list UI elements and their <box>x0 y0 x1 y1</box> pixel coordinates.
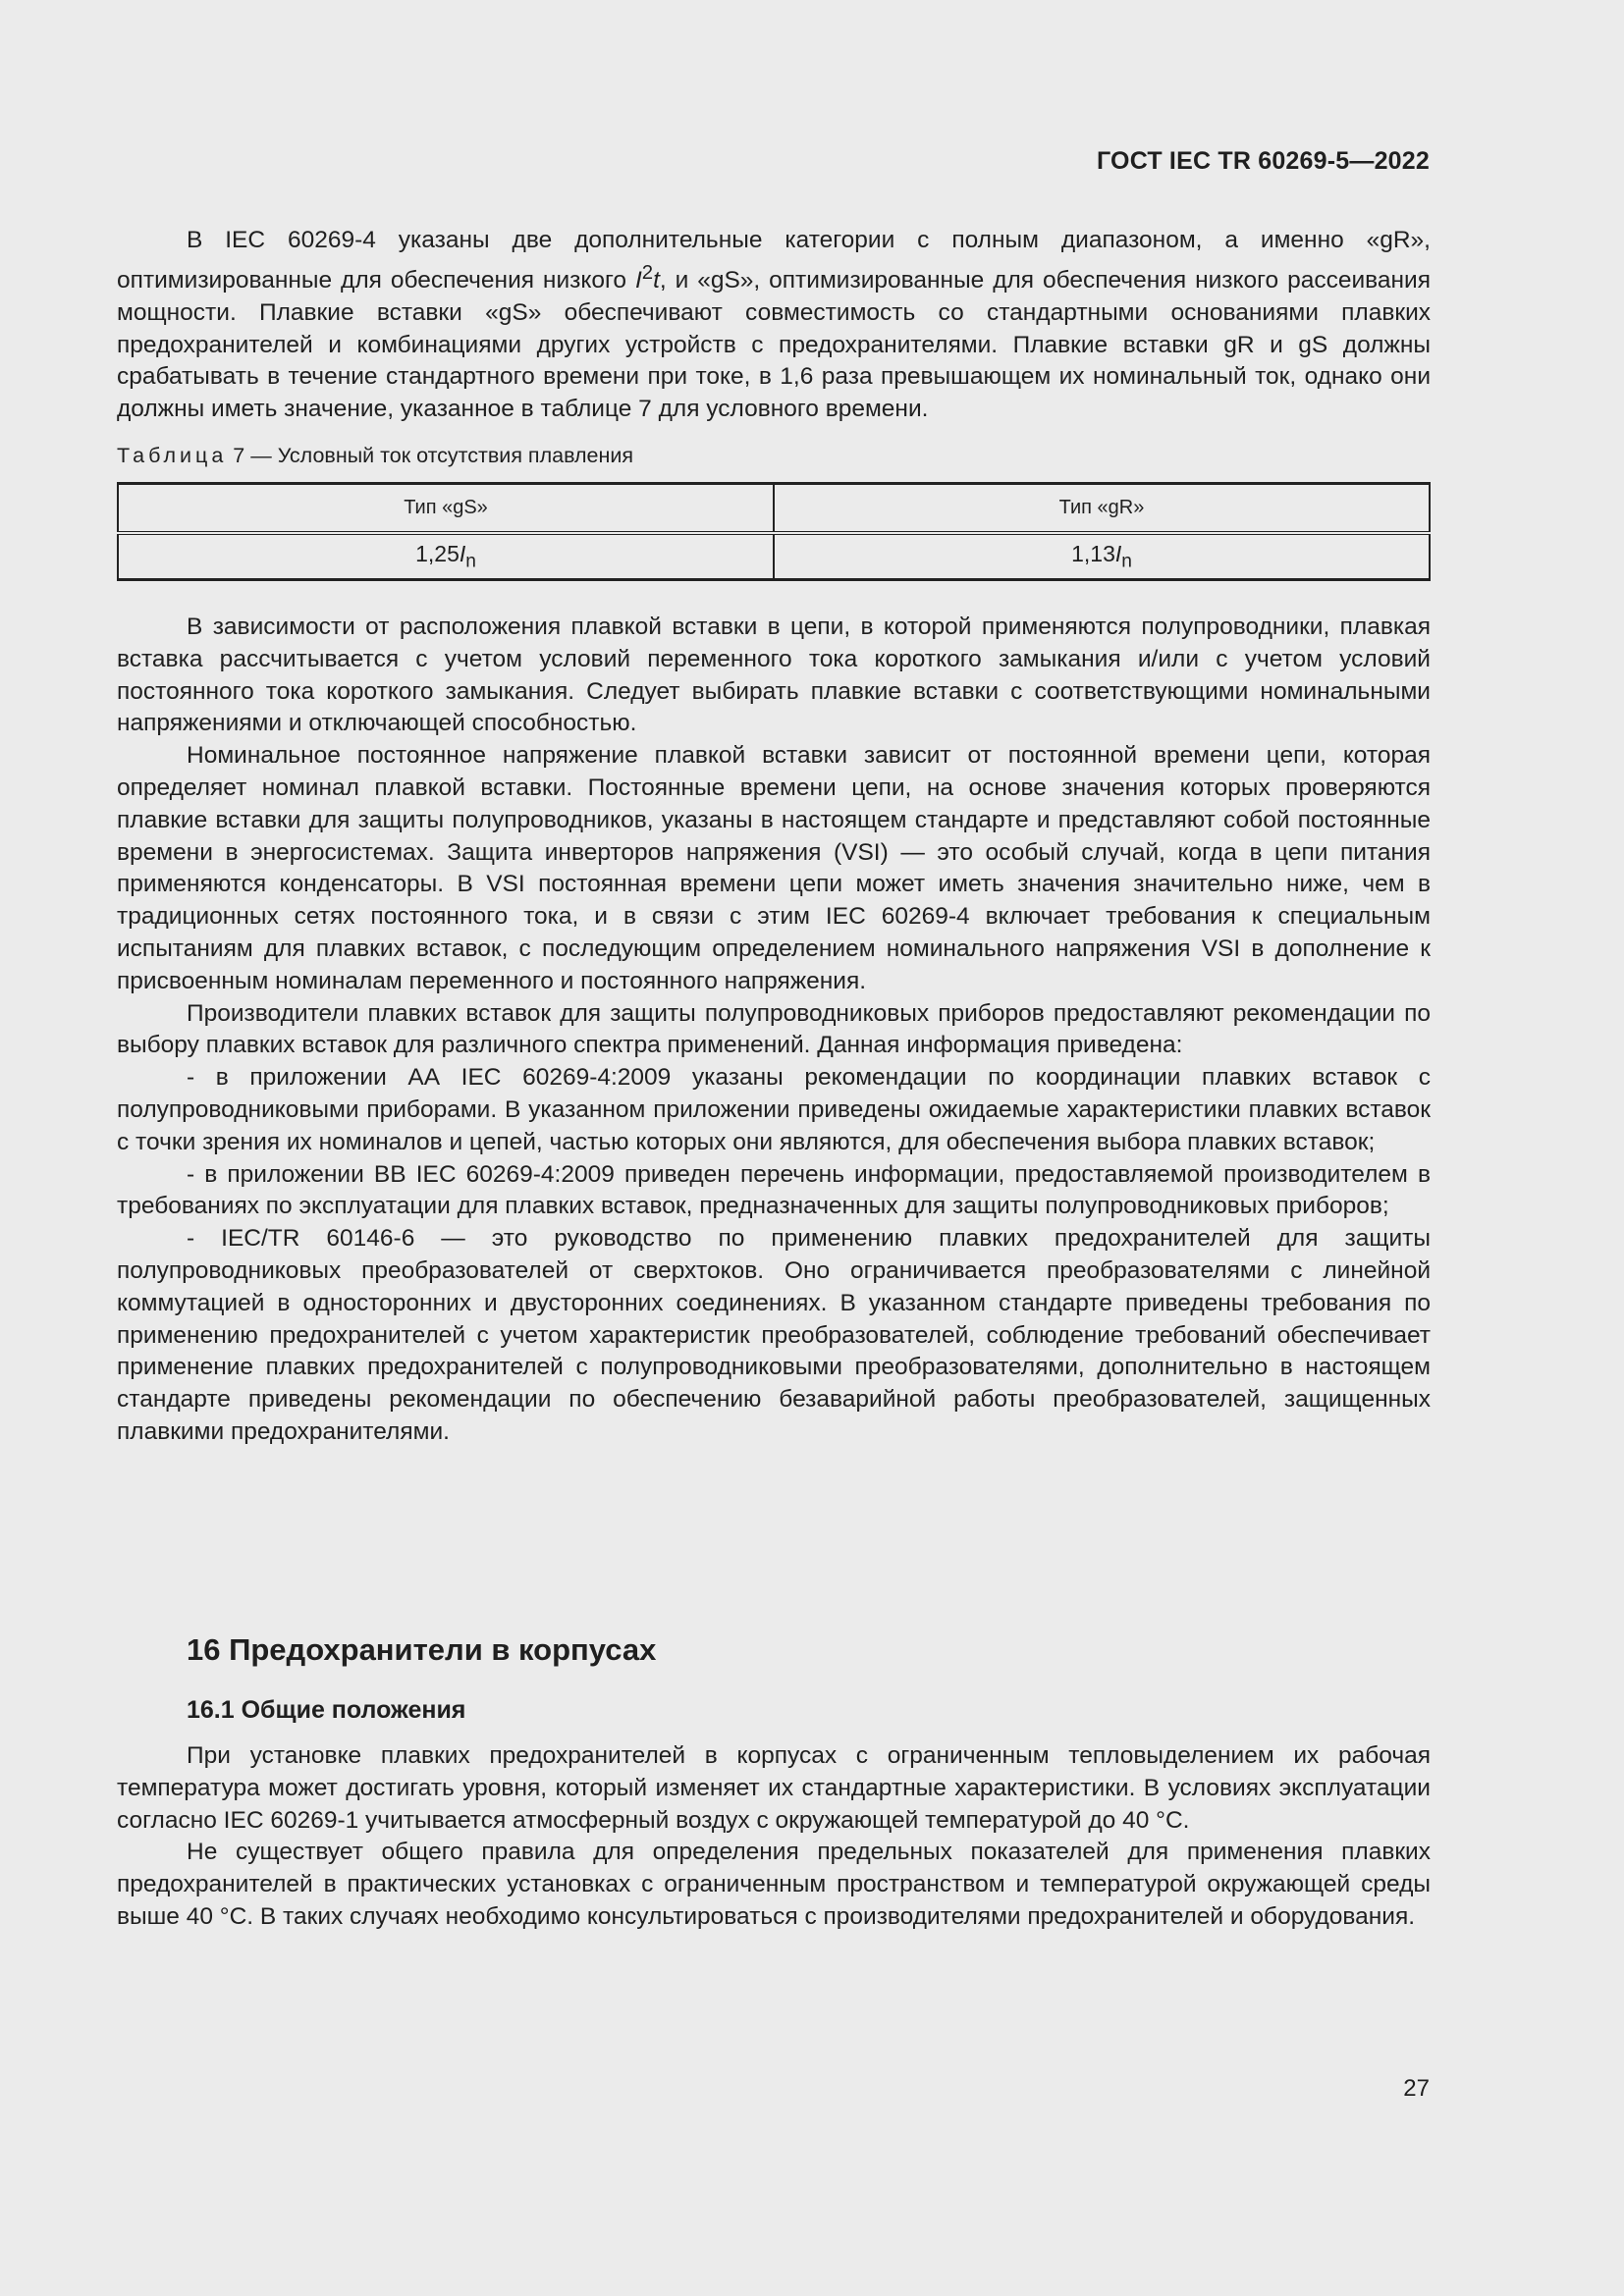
paragraph: При установке плавких предохранителей в корпусах с ограниченным тепловыделением их рабочая температура может достигать уровня, который изменяет их стандартные характеристики. В условиях эксплуатации согласно IEC 60269-1 учитывается атмосферный воздух с окружающей температурой до 40 °C. <box>117 1742 1431 1834</box>
cell-gs-value: 1,25 <box>415 540 460 566</box>
table-cell-gs <box>118 533 774 580</box>
i2t-symbol: I <box>634 266 642 294</box>
table-caption-label: Таблица <box>117 443 228 467</box>
section-heading: 16 Предохранители в корпусах <box>187 1632 657 1667</box>
paragraph: Номинальное постоянное напряжение плавкой вставки зависит от постоянной времени цепи, которая определяет номинал плавкой вставки. Постоянные времени цепи, на основе значения которых проверяются плавкие вставки для защиты полупроводников, указаны в настоящем стандарте и представляют собой постоянные времени в энергосистемах. Защита инверторов напряжения (VSI) — это особый случай, когда в цепи питания применяются конденсаторы. В VSI постоянная времени цепи может иметь значения значительно ниже, чем в традиционных сетях постоянного тока, и в связи с этим IEC 60269-4 включает требования к специальным испытаниям для плавких вставок, с последующим определением номинального напряжения VSI в дополнение к присвоенным номиналам переменного и постоянного напряжения. <box>117 742 1431 994</box>
cell-gs-sub: n <box>465 551 476 572</box>
paragraph: В зависимости от расположения плавкой вставки в цепи, в которой применяются полупроводники, плавкая вставка рассчитывается с учетом условий переменного тока короткого замыкания и/или с учетом условий постоянного тока короткого замыкания. Следует выбирать плавкие вставки с соответствующими номинальными напряжениями и отключающей способностью. <box>117 614 1431 737</box>
table-caption-text: 7 — Условный ток отсутствия плавления <box>233 443 634 467</box>
i2t-time-symbol: t <box>653 266 660 294</box>
cell-gr-sub: n <box>1121 551 1132 572</box>
cell-gs-var: I <box>459 540 466 566</box>
intro-text-1: В IEC 60269-4 указаны две дополнительные категории с полным диапазоном, а именно «gR», оптимизированные для обеспечения низкого <box>117 227 1431 294</box>
table-header-gs: Тип «gS» <box>118 483 774 533</box>
body-block <box>117 612 1431 1449</box>
table-caption <box>117 442 1431 469</box>
table-header-row <box>118 483 1430 533</box>
intro-block <box>117 225 1431 581</box>
cell-gr-value: 1,13 <box>1071 540 1115 566</box>
subsection-heading: 16.1 Общие положения <box>187 1696 466 1724</box>
intro-text-2: , и «gS», оптимизированные для обеспечения низкого рассеивания мощности. Плавкие вставки «gS» обеспечивают совместимость со стандартными основаниями плавких предохранителей и комбинациями других устройств с предохранителями. Плавкие вставки gR и gS должны срабатывать в течение стандартного времени при токе, в 1,6 раза превышающем их номинальный ток, однако они должны иметь значение, указанное в таблице 7 для условного времени. <box>117 266 1431 423</box>
i2t-exponent: 2 <box>641 261 654 284</box>
paragraph: Производители плавких вставок для защиты полупроводниковых приборов предоставляют рекомендации по выбору плавких вставок для различного спектра применений. Данная информация приведена: <box>117 999 1431 1059</box>
list-item: - в приложении АА IEC 60269-4:2009 указаны рекомендации по координации плавких вставок с полупроводниковыми приборами. В указанном приложении приведены ожидаемые характеристики плавких вставок с точки зрения их номиналов и цепей, частью которых они являются, для обеспечения выбора плавких вставок; <box>117 1064 1431 1155</box>
list-item: - в приложении ВВ IEC 60269-4:2009 приведен перечень информации, предоставляемой производителем в требованиях по эксплуатации для плавких вставок, предназначенных для защиты полупроводниковых приборов; <box>117 1160 1431 1220</box>
table-row <box>118 533 1430 580</box>
cell-gr-var: I <box>1114 540 1122 566</box>
document-header: ГОСТ IEC TR 60269-5—2022 <box>1097 147 1430 175</box>
table-header-gr: Тип «gR» <box>774 483 1430 533</box>
page-number: 27 <box>1403 2075 1430 2102</box>
section16-block <box>117 1740 1431 1934</box>
table-7 <box>117 482 1431 581</box>
list-item: - IEC/TR 60146-6 — это руководство по применению плавких предохранителей для защиты полупроводниковых преобразователей от сверхтоков. Оно ограничивается преобразователями с линейной коммутацией в односторонних и двусторонних соединениях. В указанном стандарте приведены требования по применению предохранителей с учетом характеристик преобразователей, соблюдение требований обеспечивает применение плавких предохранителей с полупроводниковыми преобразователями, дополнительно в настоящем стандарте приведены рекомендации по обеспечению безаварийной работы преобразователей, защищенных плавкими предохранителями. <box>117 1225 1431 1445</box>
intro-paragraph <box>117 225 1431 426</box>
paragraph: Не существует общего правила для определения предельных показателей для применения плавких предохранителей в практических установках с ограниченным пространством и температурой окружающей среды выше 40 °C. В таких случаях необходимо консультироваться с производителями предохранителей и оборудования. <box>117 1839 1431 1930</box>
table-cell-gr <box>774 533 1430 580</box>
